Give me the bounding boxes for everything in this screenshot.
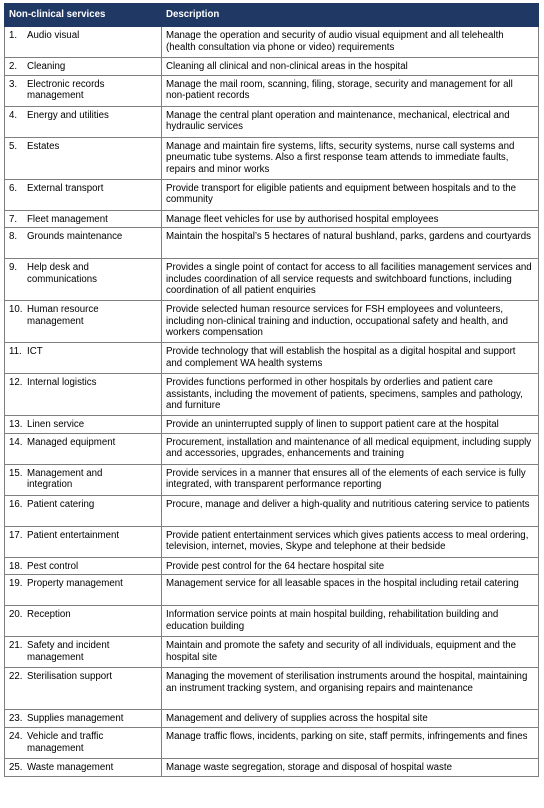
table-row [5,179,539,210]
description-cell: Provide an uninterrupted supply of linen to support patient care at the hospital [162,416,539,434]
service-cell [5,557,162,575]
table-row [5,343,539,374]
table-row [5,106,539,137]
service-number: 14. [9,436,23,448]
service-name: Reception [27,609,71,621]
service-cell [5,228,162,259]
service-number: 16. [9,498,23,510]
service-number: 11. [9,346,22,358]
table-row [5,637,539,668]
service-cell [5,495,162,526]
service-name: Grounds maintenance [27,231,123,243]
service-name: Supplies management [27,713,124,725]
table-row [5,668,539,710]
table-row [5,210,539,228]
description-cell: Manage traffic flows, incidents, parking on site, staff permits, infringements and fines [162,727,539,758]
service-name: ICT [27,346,43,358]
service-number: 20. [9,609,23,621]
service-cell [5,27,162,58]
service-cell [5,210,162,228]
table-row [5,137,539,179]
service-name: Sterilisation support [27,671,113,683]
service-number: 8. [9,231,18,243]
table-row [5,758,539,776]
service-name: Linen service [27,419,85,431]
table-row [5,433,539,464]
service-cell [5,637,162,668]
service-name: Safety and incident management [27,640,110,663]
service-cell [5,374,162,416]
service-cell [5,575,162,606]
description-cell: Information service points at main hospital building, rehabilitation building and education building [162,606,539,637]
service-name: Internal logistics [27,377,97,389]
description-cell: Provide patient entertainment services which gives patients access to meal ordering, television, internet, movies, Skype and telephone at their bedside [162,526,539,557]
service-number: 15. [9,467,23,479]
service-name: Fleet management [27,213,108,225]
service-cell [5,106,162,137]
service-cell [5,137,162,179]
table-row [5,464,539,495]
description-cell: Maintain the hospital’s 5 hectares of natural bushland, parks, gardens and courtyards [162,228,539,259]
description-cell: Provide technology that will establish the hospital as a digital hospital and support and complement WA health systems [162,343,539,374]
service-number: 21. [9,640,23,652]
description-cell: Manage the central plant operation and maintenance, mechanical, electrical and hydraulic services [162,106,539,137]
service-name: Patient catering [27,498,95,510]
service-name: Vehicle and traffic management [27,730,104,754]
service-cell [5,259,162,301]
table-row [5,416,539,434]
description-cell: Management service for all leasable spaces in the hospital including retail catering [162,575,539,606]
service-cell [5,464,162,495]
table-row [5,301,539,343]
service-cell [5,526,162,557]
service-name: Energy and utilities [27,109,109,121]
service-number: 1. [9,30,18,41]
table-row [5,526,539,557]
service-number: 18. [9,560,23,572]
service-number: 22. [9,671,23,683]
description-cell: Cleaning all clinical and non-clinical areas in the hospital [162,58,539,76]
service-number: 24. [9,730,23,742]
service-name: Management and integration [27,467,103,491]
service-number: 17. [9,529,23,541]
description-cell: Manage waste segregation, storage and disposal of hospital waste [162,758,539,776]
service-cell [5,343,162,374]
service-number: 9. [9,262,18,274]
service-cell [5,58,162,76]
description-cell: Provide pest control for the 64 hectare hospital site [162,557,539,575]
service-name: Pest control [27,560,79,572]
table-body [5,27,539,777]
service-number: 2. [9,61,18,72]
service-name: Cleaning [27,61,66,72]
services-table [4,3,539,777]
service-cell [5,668,162,710]
table-row [5,727,539,758]
service-name: Estates [27,140,60,152]
service-number: 25. [9,761,23,773]
service-number: 19. [9,578,23,590]
header-non-clinical-services: Non-clinical services [5,4,162,27]
service-name: Audio visual [27,30,80,41]
table-row [5,259,539,301]
description-cell: Manage fleet vehicles for use by authorised hospital employees [162,210,539,228]
description-cell: Manage and maintain fire systems, lifts, security systems, nurse call systems and pneumatic tube systems. Also a first response team attends to immediate faults, repairs and minor works [162,137,539,179]
description-cell: Provide selected human resource services for FSH employees and volunteers, including non-clinical training and induction, occupational safety and health, and workers compensation [162,301,539,343]
service-number: 13. [9,419,23,431]
table-row [5,75,539,106]
service-name: External transport [27,182,104,194]
table-row [5,58,539,76]
service-number: 3. [9,78,18,90]
service-name: Waste management [27,761,114,773]
service-number: 7. [9,213,18,225]
table-row [5,374,539,416]
service-cell [5,727,162,758]
service-name: Managed equipment [27,436,116,448]
service-number: 23. [9,713,23,725]
service-name: Electronic records management [27,78,105,102]
header-description: Description [162,4,539,27]
service-number: 12. [9,377,23,389]
service-name: Human resource management [27,304,99,327]
table-header-row [5,4,539,27]
service-name: Patient entertainment [27,529,120,541]
table-row [5,27,539,58]
table-row [5,606,539,637]
description-cell: Provide services in a manner that ensures all of the elements of each service is fully integrated, with transparent performance reporting [162,464,539,495]
service-number: 10. [9,304,23,316]
table-row [5,495,539,526]
service-cell [5,75,162,106]
description-cell: Managing the movement of sterilisation instruments around the hospital, maintaining an instrument tracking system, and organising repairs and maintenance [162,668,539,710]
table-row [5,228,539,259]
service-name: Help desk and communications [27,262,97,285]
service-cell [5,179,162,210]
description-cell: Procurement, installation and maintenance of all medical equipment, including supply and accessories, upgrades, enhancements and training [162,433,539,464]
description-cell: Provides functions performed in other hospitals by orderlies and patient care assistants, including the movement of patients, specimens, samples and pathology, and furniture [162,374,539,416]
service-number: 6. [9,182,18,194]
table-row [5,557,539,575]
description-cell: Manage the operation and security of audio visual equipment and all telehealth (health consultation via phone or video) requirements [162,27,539,58]
description-cell: Provide transport for eligible patients and equipment between hospitals and to the community [162,179,539,210]
description-cell: Management and delivery of supplies across the hospital site [162,710,539,728]
description-cell: Provides a single point of contact for access to all facilities management services and includes coordination of all service requests and switchboard functions, including coordination of all patient enquiries [162,259,539,301]
description-cell: Procure, manage and deliver a high-quality and nutritious catering service to patients [162,495,539,526]
service-cell [5,433,162,464]
description-cell: Manage the mail room, scanning, filing, storage, security and management for all non-patient records [162,75,539,106]
service-cell [5,606,162,637]
service-cell [5,301,162,343]
service-cell [5,710,162,728]
table-row [5,575,539,606]
service-number: 5. [9,140,18,152]
service-number: 4. [9,109,18,121]
service-cell [5,758,162,776]
description-cell: Maintain and promote the safety and security of all individuals, equipment and the hospital site [162,637,539,668]
service-cell [5,416,162,434]
service-name: Property management [27,578,123,590]
table-row [5,710,539,728]
